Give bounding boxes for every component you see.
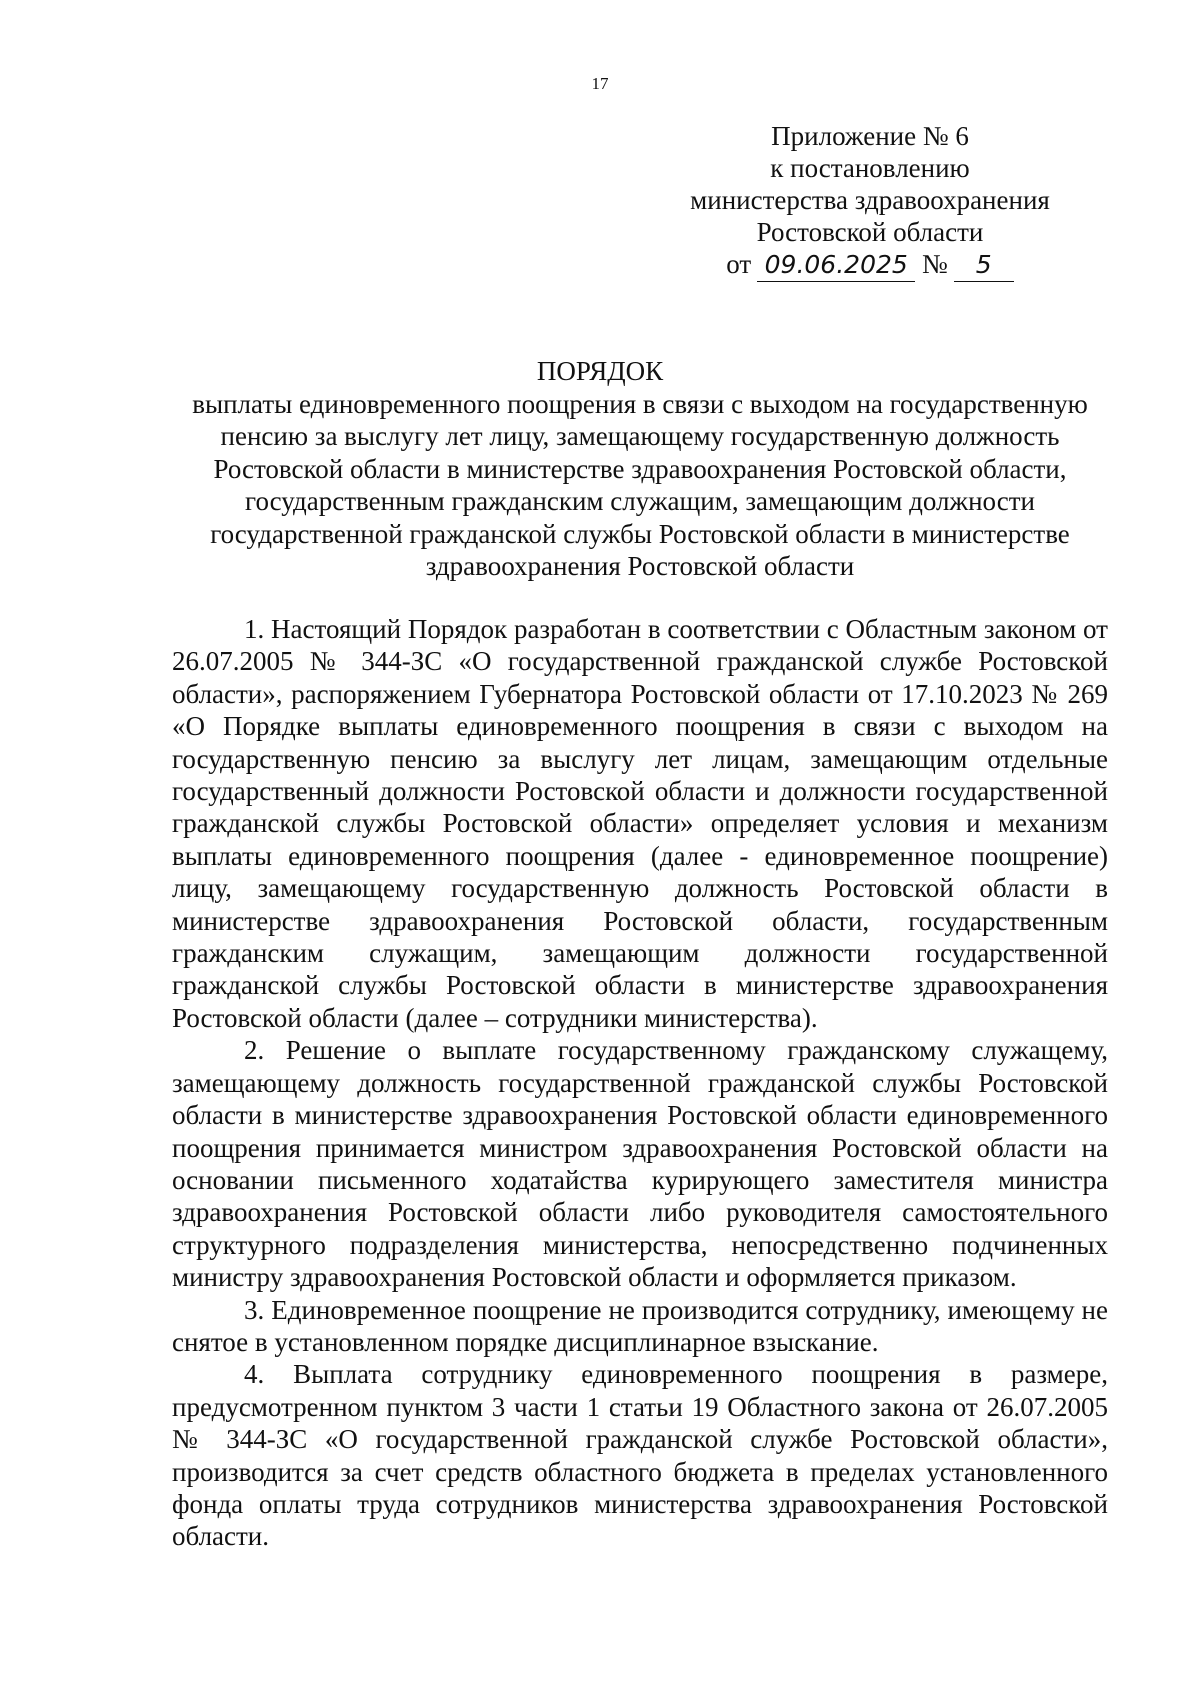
page-number: 17 <box>591 74 609 93</box>
paragraph-1: 1. Настоящий Порядок разработан в соответствии с Областным законом от 26.07.2005 № 344-ЗС «О государственной гражданской службе Ростовской области», распоряжением Губернатора Ростовской области от 17.10.2023 № 269 «О Порядке выплаты единовременного поощрения в связи с выходом на государственную пенсию за выслугу лет лицам, замещающим отдельные государственный должности Ростовской области и должности государственной гражданской службы Ростовской области» определяет условия и механизм выплаты единовременного поощрения (далее - единовременное поощрение) лицу, замещающему государственную должность Ростовской области в министерстве здравоохранения Ростовской области, государственным гражданским служащим, замещающим должности государственной гражданской службы Ростовской области в министерстве здравоохранения Ростовской области (далее – сотрудники министерства). <box>172 614 1108 1033</box>
document-subtitle: выплаты единовременного поощрения в связи с выходом на государственную пенсию за выслугу лет лицу, замещающему государственную должность Ростовской области в министерстве здравоохранения Ростовской области, государственным гражданским служащим, замещающим должности государственной гражданской службы Ростовской области в министерстве здравоохранения Ростовской области <box>192 389 1088 582</box>
number-label: № <box>921 249 948 279</box>
handwritten-date: 09.06.2025 <box>757 249 915 282</box>
document-body <box>172 613 1108 1553</box>
appendix-line-2: к постановлению <box>770 153 970 183</box>
date-prefix: от <box>726 249 752 279</box>
appendix-header <box>660 120 1080 282</box>
paragraph-3: 3. Единовременное поощрение не производится сотруднику, имеющему не снятое в установленном порядке дисциплинарное взыскание. <box>172 1294 1108 1357</box>
paragraph-2: 2. Решение о выплате государственному гражданскому служащему, замещающему должность государственной гражданской службы Ростовской области в министерстве здравоохранения Ростовской области единовременного поощрения принимается министром здравоохранения Ростовской области на основании письменного ходатайства курирующего заместителя министра здравоохранения Ростовской области либо руководителя самостоятельного структурного подразделения министерства, непосредственно подчиненных министру здравоохранения Ростовской области и оформляется приказом. <box>172 1035 1108 1293</box>
appendix-line-3: министерства здравоохранения <box>690 185 1050 215</box>
document-title: ПОРЯДОК <box>536 356 664 386</box>
appendix-line-4: Ростовской области <box>756 217 984 247</box>
appendix-line-1: Приложение № 6 <box>771 121 969 151</box>
paragraph-4: 4. Выплата сотруднику единовременного поощрения в размере, предусмотренном пунктом 3 части 1 статьи 19 Областного закона от 26.07.2005 № 344-ЗС «О государственной гражданской службе Ростовской области», производится за счет средств областного бюджета в пределах установленного фонда оплаты труда сотрудников министерства здравоохранения Ростовской области. <box>172 1359 1108 1552</box>
appendix-date-line <box>660 248 1080 282</box>
handwritten-number: 5 <box>954 249 1014 282</box>
